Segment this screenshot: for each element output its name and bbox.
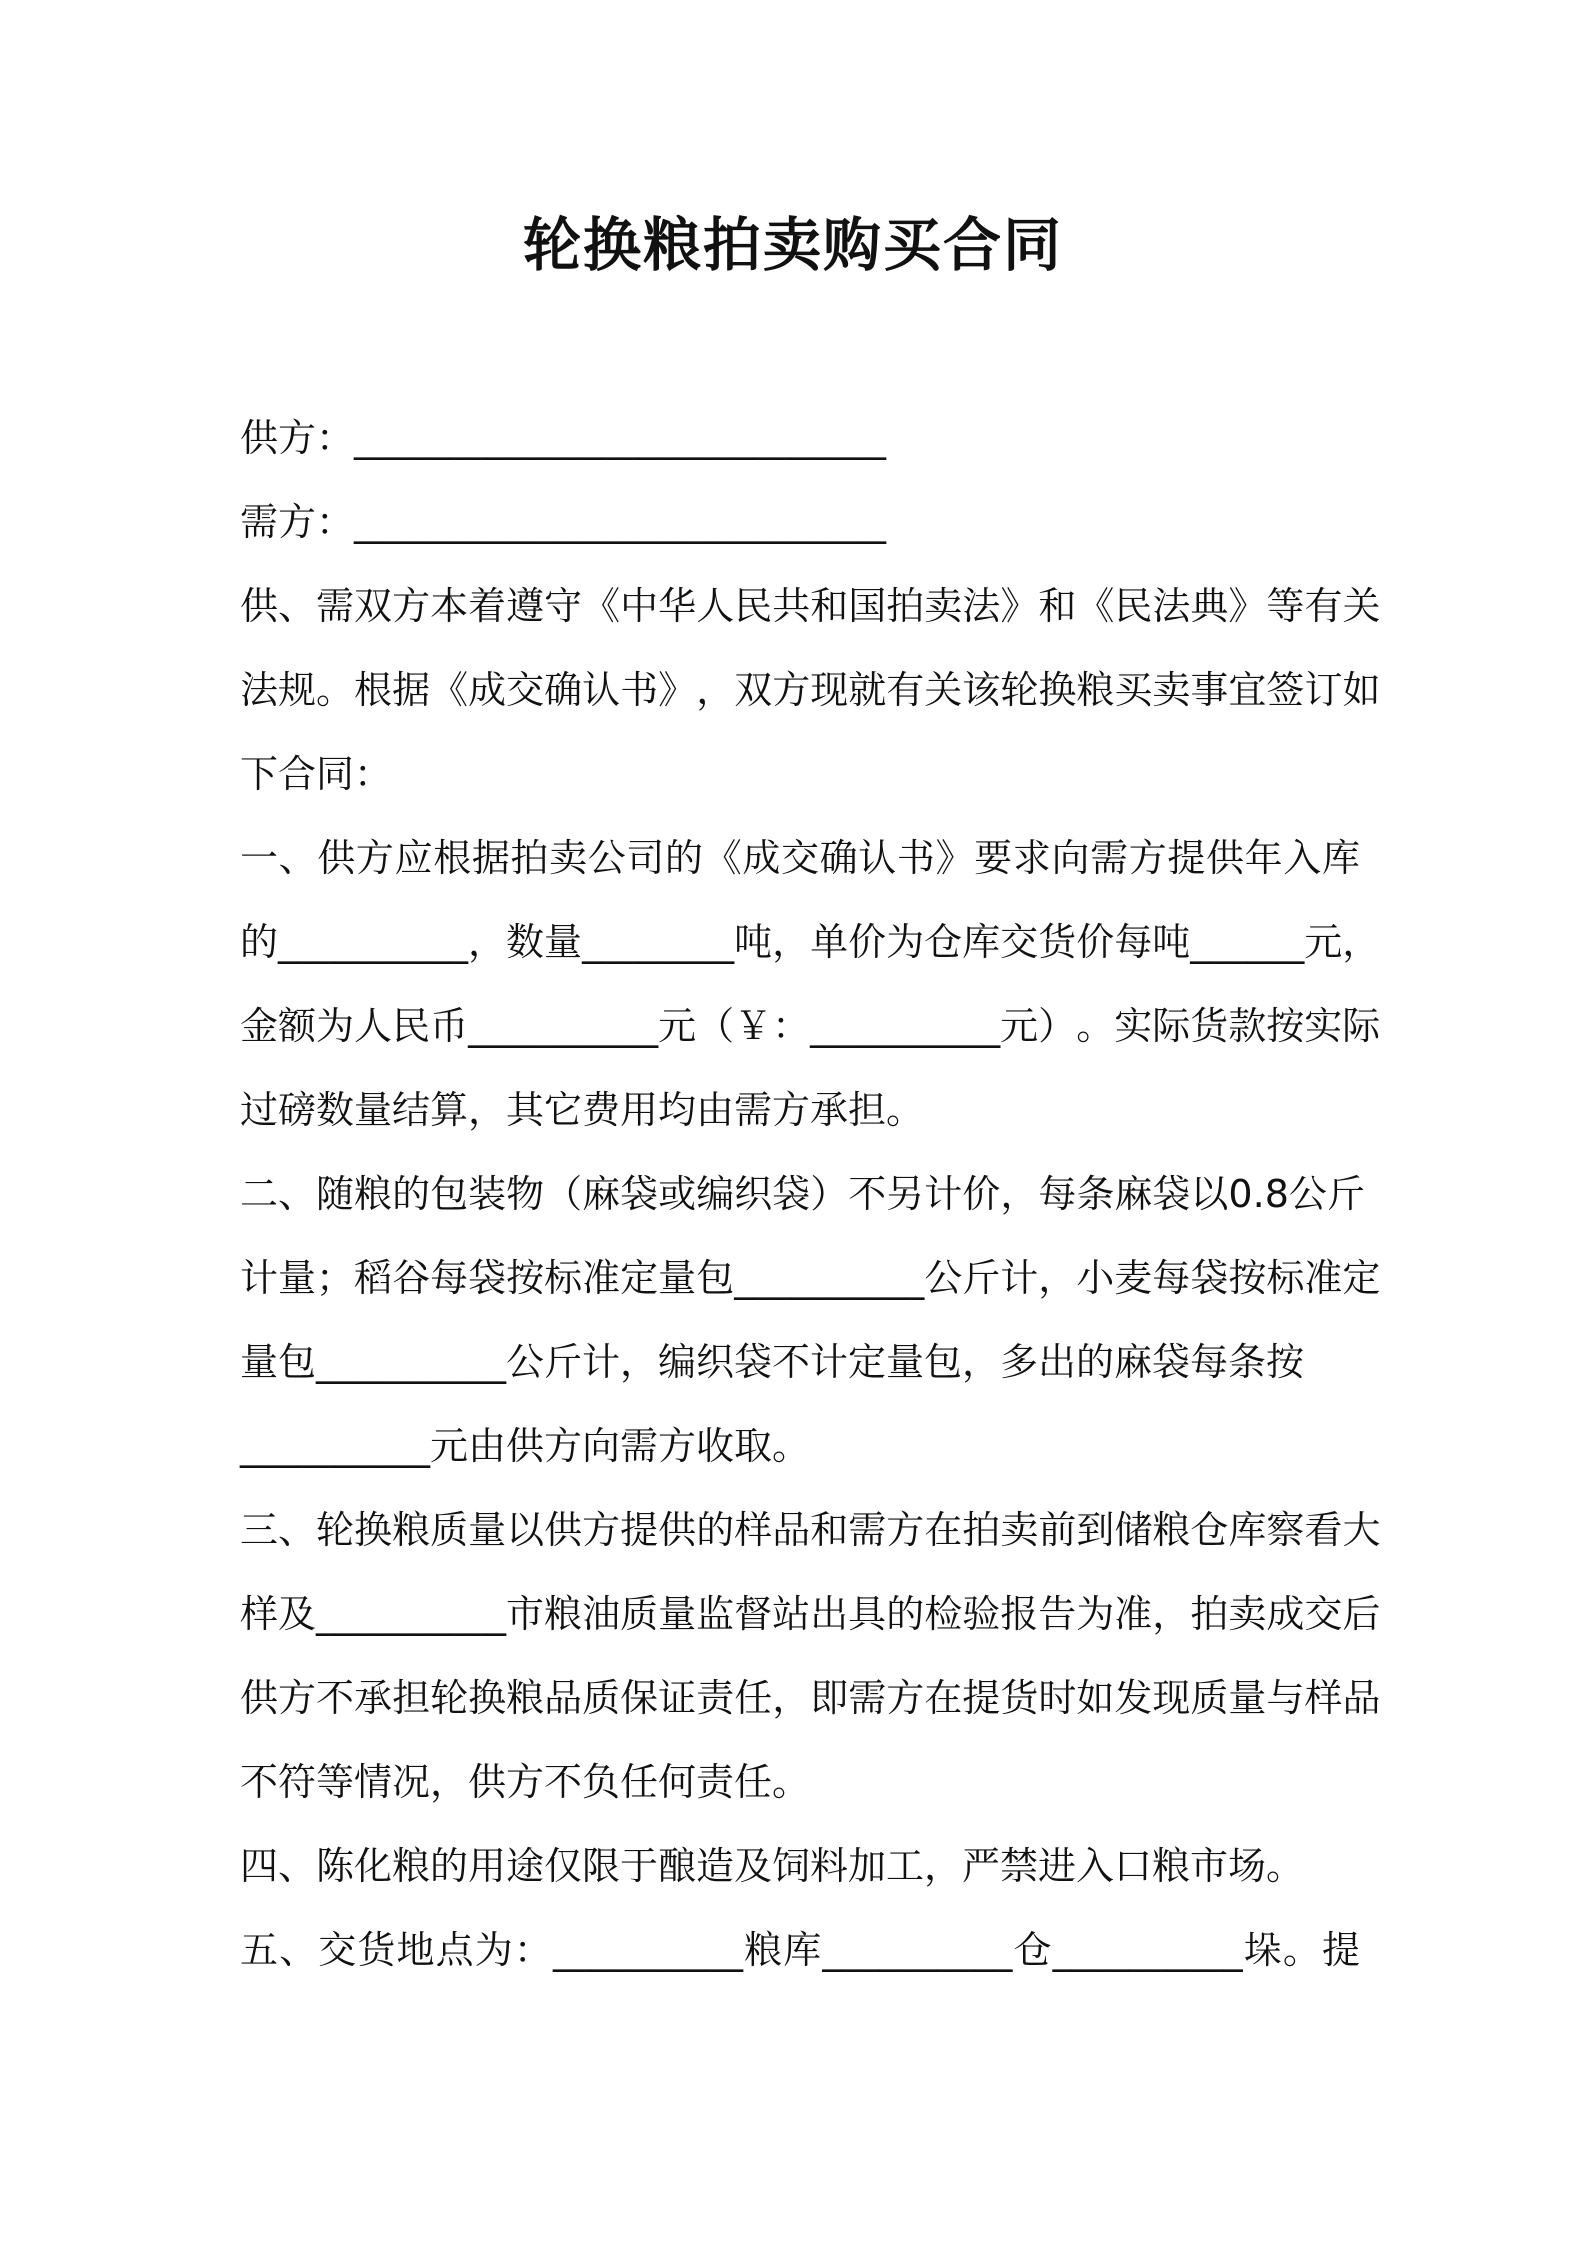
- document-title: 轮换粮拍卖购买合同: [522, 211, 1063, 279]
- body-line: 一 、 供 方 应 根 据 拍 卖 公 司 的 《 成 交 确 认 书 》 要 求 向 需 方 提 供 年 入 库: [240, 836, 1360, 880]
- body-line: 金 额 为 人 民 币 __________ 元 （ ￥ ： __________ 元 ） 。 实 际 货 款 按 实 际: [240, 1004, 1381, 1048]
- document-body: [240, 396, 1381, 1992]
- body-line: 法 规 。 根 据 《 成 交 确 认 书 》 ， 双 方 现 就 有 关 该 轮 换 粮 买 卖 事 宜 签 订 如: [240, 668, 1381, 712]
- body-line: 样 及 __________ 市 粮 油 质 量 监 督 站 出 具 的 检 验 报 告 为 准 ， 拍 卖 成 交 后: [240, 1592, 1381, 1636]
- body-line: 供 方 不 承 担 轮 换 粮 品 质 保 证 责 任 ， 即 需 方 在 提 货 时 如 发 现 质 量 与 样 品: [240, 1676, 1381, 1720]
- body-line: 下合同：: [240, 752, 393, 796]
- body-line: 过磅数量结算，其它费用均由需方承担。: [240, 1088, 925, 1132]
- body-line: 供 、 需 双 方 本 着 遵 守 《 中 华 人 民 共 和 国 拍 卖 法 》 和 《 民 法 典 》 等 有 关: [240, 584, 1381, 628]
- body-line: 供方：____________________________: [240, 416, 887, 460]
- body-line: 二 、 随 粮 的 包 装 物 （ 麻 袋 或 编 织 袋 ） 不 另 计 价 ， 每 条 麻 袋 以 0 . 8 公 斤: [240, 1172, 1365, 1216]
- body-line: 量包__________公斤计，编织袋不计定量包，多出的麻袋每条按: [240, 1340, 1305, 1384]
- body-line: 的 __________ ， 数 量 ________ 吨 ， 单 价 为 仓 库 交 货 价 每 吨 ______ 元 ，: [240, 920, 1381, 964]
- body-line: 五 、 交 货 地 点 为 ： __________ 粮 库 __________ 仓 __________ 垛 。 提: [240, 1928, 1360, 1972]
- body-line: 计 量 ； 稻 谷 每 袋 按 标 准 定 量 包 __________ 公 斤 计 ， 小 麦 每 袋 按 标 准 定: [240, 1256, 1381, 1300]
- body-line: 三 、 轮 换 粮 质 量 以 供 方 提 供 的 样 品 和 需 方 在 拍 卖 前 到 储 粮 仓 库 察 看 大: [240, 1508, 1381, 1552]
- body-line: __________元由供方向需方收取。: [240, 1424, 811, 1468]
- body-line: 需方：____________________________: [240, 500, 887, 544]
- body-line: 不符等情况，供方不负任何责任。: [240, 1760, 811, 1804]
- body-line: 四、陈化粮的用途仅限于酿造及饲料加工，严禁进入口粮市场。: [240, 1844, 1305, 1888]
